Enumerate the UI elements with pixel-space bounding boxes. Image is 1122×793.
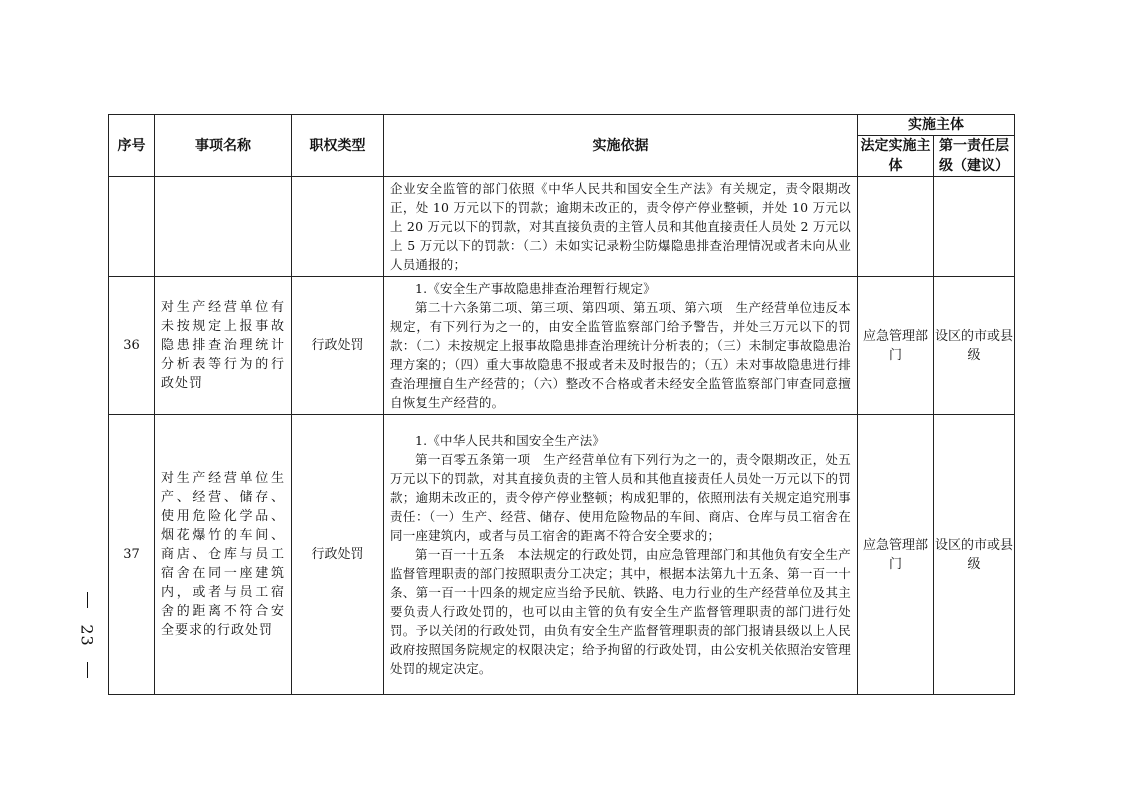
cell-authority-type: 行政处罚 bbox=[292, 415, 384, 695]
header-basis: 实施依据 bbox=[384, 115, 858, 177]
cell-legal-subject bbox=[858, 177, 934, 277]
basis-paragraph: 第二十六条第二项、第三项、第四项、第五项、第六项 生产经营单位违反本规定，有下列行为之一的，由安全监管监察部门给予警告，并处三万元以下的罚款：（二）未按规定上报事故隐患排查治理统计分析表的；（三）未制定事故隐患治理方案的；（四）重大事故隐患不报或者未及时报告的；（五）未对事故隐患进行排查治理擅自生产经营的；（六）整改不合格或者未经安全监管监察部门审查同意擅自恢复生产经营的。 bbox=[390, 300, 851, 410]
basis-paragraph: 第一百零五条第一项 生产经营单位有下列行为之一的，责令限期改正，处五万元以下的罚款，对其直接负责的主管人员和其他直接责任人员处一万元以下的罚款；逾期未改正的，责令停产停业整顿；构成犯罪的，依照刑法有关规定追究刑事责任：（一）生产、经营、储存、使用危险物品的车间、商店、仓库与员工宿舍在同一座建筑内，或者与员工宿舍的距离不符合安全要求的； bbox=[390, 452, 851, 543]
cell-item-name bbox=[155, 177, 292, 277]
cell-authority-type bbox=[292, 177, 384, 277]
cell-first-level: 设区的市或县级 bbox=[934, 277, 1015, 415]
table-row bbox=[109, 177, 1015, 277]
header-authority-type: 职权类型 bbox=[292, 115, 384, 177]
header-item-name: 事项名称 bbox=[155, 115, 292, 177]
header-implementing-subject: 实施主体 bbox=[858, 115, 1015, 136]
page-number-dash-top bbox=[87, 592, 88, 608]
cell-seq: 36 bbox=[109, 277, 155, 415]
table-row bbox=[109, 415, 1015, 695]
page-number-text: 23 bbox=[77, 623, 97, 647]
cell-seq: 37 bbox=[109, 415, 155, 695]
basis-paragraph: 1.《中华人民共和国安全生产法》 bbox=[415, 433, 606, 448]
cell-basis bbox=[384, 415, 858, 695]
cell-authority-type: 行政处罚 bbox=[292, 277, 384, 415]
page-number-dash-bottom bbox=[87, 662, 88, 678]
basis-paragraph: 1.《安全生产事故隐患排查治理暂行规定》 bbox=[415, 281, 656, 296]
cell-first-level bbox=[934, 177, 1015, 277]
cell-basis bbox=[384, 277, 858, 415]
table-body bbox=[109, 177, 1015, 695]
header-legal-subject: 法定实施主体 bbox=[858, 136, 934, 177]
cell-legal-subject: 应急管理部门 bbox=[858, 415, 934, 695]
basis-paragraph: 第一百一十五条 本法规定的行政处罚，由应急管理部门和其他负有安全生产监督管理职责的部门按照职责分工决定；其中，根据本法第九十五条、第一百一十条、第一百一十四条的规定应当给予民航、铁路、电力行业的生产经营单位及其主要负责人行政处罚的，也可以由主管的负有安全生产监督管理职责的部门进行处罚。予以关闭的行政处罚，由负有安全生产监督管理职责的部门报请县级以上人民政府按照国务院规定的权限决定；给予拘留的行政处罚，由公安机关依照治安管理处罚的规定决定。 bbox=[390, 547, 851, 676]
authority-table bbox=[108, 114, 1015, 695]
header-seq: 序号 bbox=[109, 115, 155, 177]
page-number bbox=[72, 592, 102, 678]
cell-item-name: 对生产经营单位有未按规定上报事故隐患排查治理统计分析表等行为的行政处罚 bbox=[155, 277, 292, 415]
cell-item-name: 对生产经营单位生产、经营、储存、使用危险化学品、烟花爆竹的车间、商店、仓库与员工宿舍在同一座建筑内，或者与员工宿舍的距离不符合安全要求的行政处罚 bbox=[155, 415, 292, 695]
cell-seq bbox=[109, 177, 155, 277]
cell-legal-subject: 应急管理部门 bbox=[858, 277, 934, 415]
header-first-level: 第一责任层级（建议） bbox=[934, 136, 1015, 177]
cell-basis bbox=[384, 177, 858, 277]
basis-paragraph: 企业安全监管的部门依照《中华人民共和国安全生产法》有关规定，责令限期改正，处 10 万元以下的罚款；逾期未改正的，责令停产停业整顿，并处 10 万元以上 20 万元以下的罚款，对其直接负责的主管人员和其他直接责任人员处 2 万元以上 5 万元以下的罚款：（二）未如实记录粉尘防爆隐患排查治理情况或者未向从业人员通报的； bbox=[390, 181, 851, 272]
table-row bbox=[109, 277, 1015, 415]
cell-first-level: 设区的市或县级 bbox=[934, 415, 1015, 695]
